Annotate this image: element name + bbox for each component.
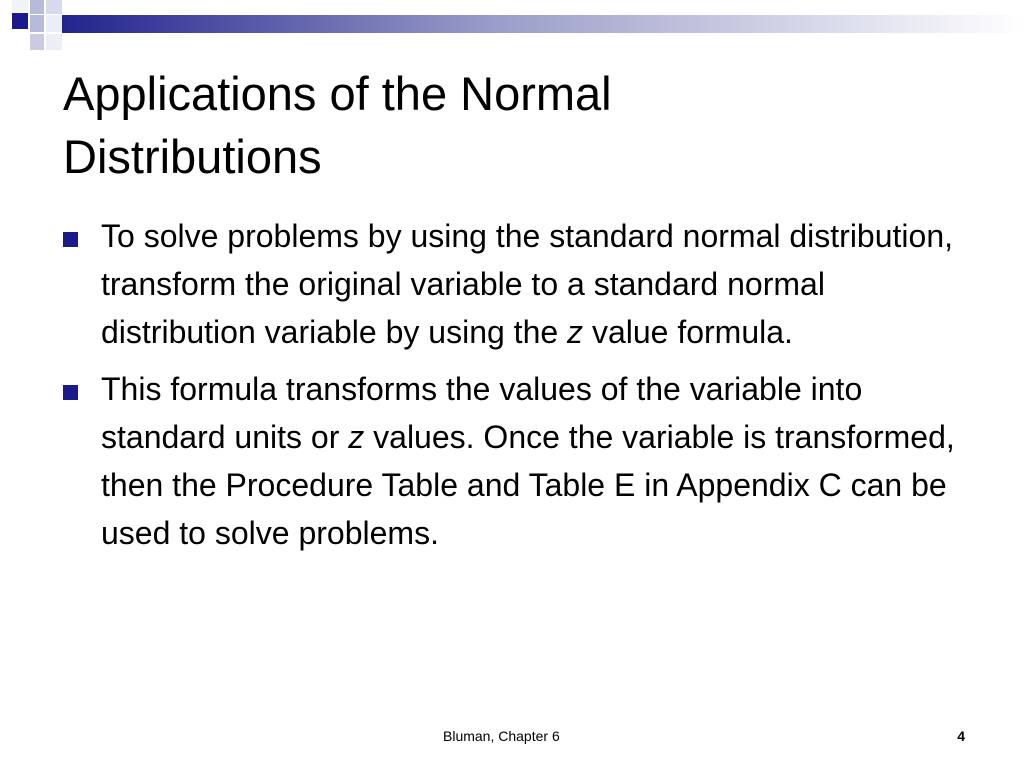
- bullet-list: [62, 212, 962, 566]
- deco-square-light: [30, 0, 44, 14]
- footer-text: Bluman, Chapter 6: [443, 728, 560, 744]
- header-decoration: [0, 0, 1024, 70]
- bullet-text: value formula.: [583, 314, 793, 350]
- bullet-text: This formula transforms the values of the variable into standard units or: [101, 371, 863, 455]
- square-bullet-icon: [63, 385, 78, 400]
- slide-title-line-2: Distributions: [63, 130, 322, 183]
- deco-square-dark: [12, 13, 28, 29]
- deco-square-light: [30, 34, 44, 50]
- page-number: 4: [957, 728, 965, 744]
- header-gradient-band: [62, 15, 1024, 33]
- deco-square-light: [12, 0, 28, 12]
- slide-title-line-1: Applications of the Normal: [63, 67, 612, 120]
- square-bullet-icon: [63, 232, 78, 247]
- bullet-italic-z: z: [348, 419, 365, 455]
- bullet-item: [62, 365, 962, 557]
- deco-square-light: [46, 0, 62, 14]
- slide-title: [63, 62, 963, 188]
- bullet-italic-z: z: [567, 314, 584, 350]
- deco-square-light: [46, 34, 62, 50]
- deco-square-light: [30, 15, 44, 32]
- deco-square-light: [46, 15, 62, 32]
- bullet-text: To solve problems by using the standard normal distribution, transform the original variable to a standard normal distribution variable by using the: [101, 218, 953, 350]
- bullet-item: [62, 212, 962, 356]
- bullet-text: values. Once the variable is transformed, then the Procedure Table and Table E in Appendix C can be used to solve problems.: [101, 419, 955, 551]
